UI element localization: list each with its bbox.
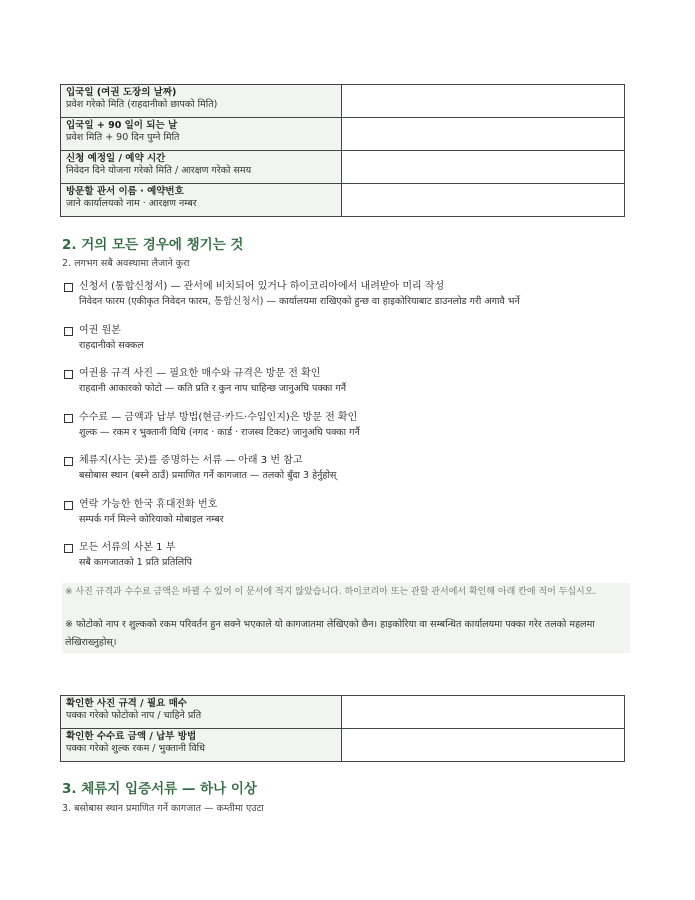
fee-amount-input-cell[interactable] (342, 729, 625, 762)
section-2-subheading: 2. लगभग सबै अवस्थामा लैजाने कुरा (62, 258, 190, 269)
field-label-entry-date (61, 85, 342, 118)
label-nepali: निवेदन दिने योजना गरेको मिति / आरक्षण गरेको समय (66, 165, 252, 176)
section-2-heading: 2. 거의 모든 경우에 챙기는 것 (62, 237, 244, 253)
required-items-checklist (62, 280, 652, 585)
item-korean: 모든 서류의 사본 1 부 (79, 542, 176, 553)
item-nepali: राहदानी आकारको फोटो — कति प्रति र कुन नाप चाहिन्छ जानुअघि पक्का गर्नै (79, 383, 346, 394)
checklist-item-photo (62, 367, 652, 411)
label-korean: 확인한 수수료 금액 / 납부 방법 (66, 731, 197, 742)
item-nepali: निवेदन फारम (एकीकृत निवेदन फारम, 통합신청서) — कार्यालयमा राखिएको हुन्छ वा हाइकोरियाबाट डाउनलोड गरी अगावै भर्ने (79, 296, 520, 307)
checkbox[interactable] (64, 544, 73, 553)
table-row (61, 85, 625, 118)
checklist-item-copies (62, 541, 652, 585)
item-korean: 신청서 (통합신청서) — 관서에 비치되어 있거나 하이코리아에서 내려받아 미리 작성 (79, 281, 445, 292)
checklist-item-fee (62, 411, 652, 455)
checkbox[interactable] (64, 414, 73, 423)
label-nepali: जाने कार्यालयको नाम · आरक्षण नम्बर (66, 198, 197, 209)
item-nepali: सम्पर्क गर्न मिल्ने कोरियाको मोबाइल नम्बर (79, 513, 224, 525)
label-nepali: पक्का गरेको फोटोको नाप / चाहिने प्रति (66, 710, 202, 721)
label-nepali: प्रवेश मिति + 90 दिन पुग्ने मिति (66, 132, 180, 143)
item-nepali: सबै कागजातको 1 प्रति प्रतिलिपि (79, 557, 193, 568)
table-row (61, 729, 625, 762)
table-row (61, 184, 625, 217)
label-nepali: प्रवेश गरेको मिति (राहदानीको छापको मिति) (66, 99, 218, 110)
item-korean: 체류지(사는 곳)를 증명하는 서류 — 아래 3 번 참고 (79, 455, 303, 466)
field-label-application-date (61, 151, 342, 184)
entry-dates-form-table (60, 84, 625, 217)
label-korean: 신청 예정일 / 예약 시간 (66, 153, 166, 164)
checklist-item-application-form (62, 280, 652, 324)
field-label-fee-amount (61, 729, 342, 762)
photo-spec-input-cell[interactable] (342, 696, 625, 729)
note-nepali: ※ फोटोको नाप र शुल्कको रकम परिवर्तन हुन सक्ने भएकाले यो कागजातमा लेखिएको छैन। हाइकोरिया वा सम्बन्धित कार्यालयमा पक्का गरेर तलको महलमा लेखिराख्नुहोस्। (65, 619, 595, 648)
note-korean: ※ 사진 규격과 수수료 금액은 바뀔 수 있어 이 문서에 적지 않았습니다. 하이코리아 또는 관할 관서에서 확인해 아래 칸에 적어 두십시오. (65, 587, 597, 597)
checkbox[interactable] (64, 501, 73, 510)
item-korean: 수수료 — 금액과 납부 방법(현금·카드·수입인지)은 방문 전 확인 (79, 411, 358, 423)
item-korean: 여권 원본 (79, 324, 121, 336)
checklist-item-passport (62, 324, 652, 368)
label-korean: 방문할 관서 이름 · 예약번호 (66, 186, 184, 197)
checkbox[interactable] (64, 283, 73, 292)
label-korean: 입국일 (여권 도장의 날짜) (66, 87, 177, 98)
field-label-entry-plus-90 (61, 118, 342, 151)
table-row (61, 151, 625, 184)
label-korean: 확인한 사진 규격 / 필요 매수 (66, 698, 187, 709)
section-3-heading: 3. 체류지 입증서류 — 하나 이상 (62, 781, 257, 797)
checkbox[interactable] (64, 327, 73, 336)
checklist-item-phone-number (62, 498, 652, 542)
office-name-input-cell[interactable] (342, 184, 625, 217)
table-row (61, 118, 625, 151)
entry-plus-90-input-cell[interactable] (342, 118, 625, 151)
item-korean: 여권용 규격 사진 — 필요한 매수와 규격은 방문 전 확인 (79, 368, 321, 379)
section-3-subheading: 3. बसोबास स्थान प्रमाणित गर्ने कागजात — कम्तीमा एउटा (62, 803, 264, 814)
checklist-item-residence-proof (62, 454, 652, 498)
label-nepali: पक्का गरेको शुल्क रकम / भुक्तानी विधि (66, 743, 205, 754)
entry-date-input-cell[interactable] (342, 85, 625, 118)
note-box (62, 583, 630, 653)
field-label-office-name (61, 184, 342, 217)
field-label-photo-spec (61, 696, 342, 729)
table-row (61, 696, 625, 729)
item-korean: 연락 가능한 한국 휴대전화 번호 (79, 498, 218, 510)
confirmed-details-form-table (60, 695, 625, 762)
checkbox[interactable] (64, 370, 73, 379)
item-nepali: राहदानीको सक्कल (79, 339, 144, 351)
application-date-input-cell[interactable] (342, 151, 625, 184)
checkbox[interactable] (64, 457, 73, 466)
item-nepali: बसोबास स्थान (बस्ने ठाउँ) प्रमाणित गर्ने कागजात — तलको बुँदा 3 हेर्नुहोस् (79, 470, 337, 481)
item-nepali: शुल्क — रकम र भुक्तानी विधि (नगद · कार्ड · राजस्व टिकट) जानुअघि पक्का गर्नै (79, 426, 360, 438)
label-korean: 입국일 + 90 일이 되는 날 (66, 120, 178, 131)
